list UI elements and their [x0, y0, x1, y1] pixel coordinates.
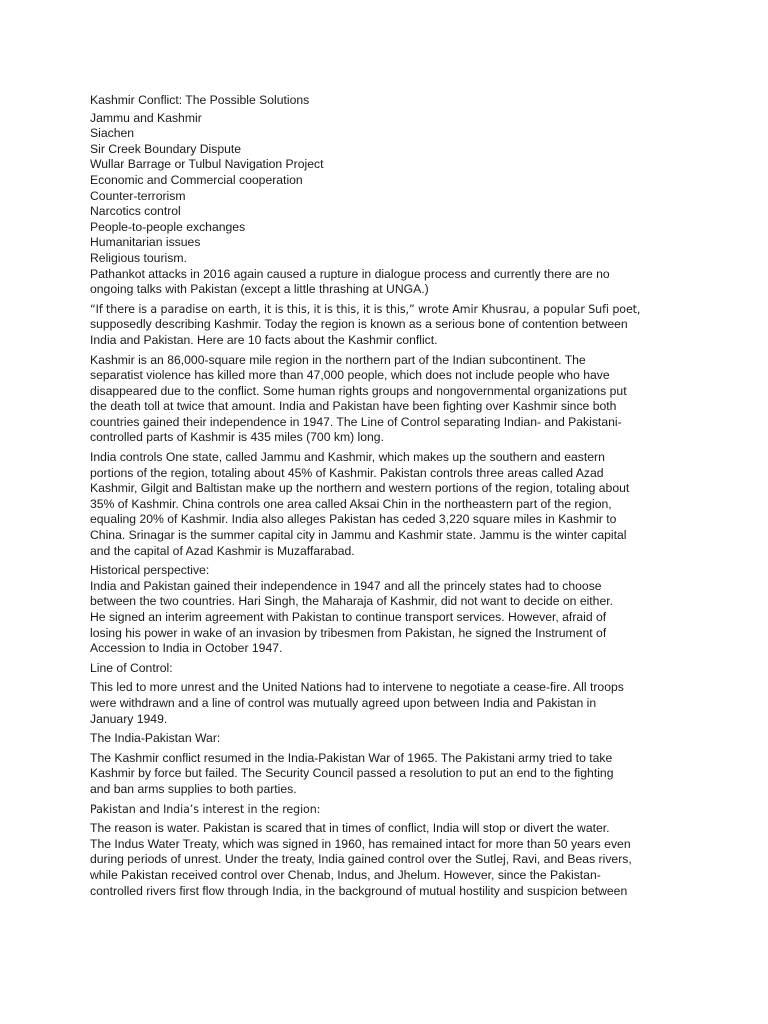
- list-item: Humanitarian issues: [90, 235, 201, 250]
- loc-paragraph: [90, 680, 690, 727]
- historical-paragraph: [90, 579, 690, 657]
- text-line: disappeared due to the conflict. Some human rights groups and nongovernmental organizations put: [90, 383, 627, 398]
- text-line: separatist violence has killed more than 47,000 people, which does not include people who have: [90, 368, 610, 383]
- text-line: ongoing talks with Pakistan (except a little thrashing at UNGA.): [90, 282, 429, 297]
- list-item: Sir Creek Boundary Dispute: [90, 141, 242, 156]
- text-line: Kashmir is an 86,000-square mile region in the northern part of the Indian subcontinent. The: [90, 352, 586, 367]
- text-line: and the capital of Azad Kashmir is Muzaffarabad.: [90, 543, 355, 558]
- facts-paragraph: [90, 353, 690, 447]
- text-line: while Pakistan received control over Chenab, Indus, and Jhelum. However, since the Pakistan-: [90, 867, 601, 882]
- list-item: Jammu and Kashmir: [90, 110, 202, 125]
- war-paragraph: [90, 751, 690, 798]
- quote-paragraph: [90, 302, 690, 349]
- list-item: Religious tourism.: [90, 250, 187, 265]
- text-line: losing his power in wake of an invasion by tribesmen from Pakistan, he signed the Instrument of: [90, 625, 607, 640]
- list-item: Economic and Commercial cooperation: [90, 172, 303, 187]
- list-item: Counter-terrorism: [90, 188, 186, 203]
- quote-line: “If there is a paradise on earth, it is this, it is this, it is this,” wrote Amir Khusrau, a popular Sufi poet,: [90, 302, 641, 316]
- list-item: Siachen: [90, 126, 135, 141]
- text-line: India and Pakistan. Here are 10 facts about the Kashmir conflict.: [90, 332, 438, 347]
- text-line: The Indus Water Treaty, which was signed in 1960, has remained intact for more than 50 years even: [90, 836, 631, 851]
- loc-heading: Line of Control:: [90, 660, 173, 675]
- text-line: China. Srinagar is the summer capital city in Jammu and Kashmir state. Jammu is the winter capital: [90, 528, 627, 543]
- text-line: between the two countries. Hari Singh, the Maharaja of Kashmir, did not want to decide on either.: [90, 594, 614, 609]
- document-body: [90, 93, 690, 899]
- text-line: The Kashmir conflict resumed in the India-Pakistan War of 1965. The Pakistani army tried to take: [90, 750, 613, 765]
- text-line: during periods of unrest. Under the treaty, India gained control over the Sutlej, Ravi, and Beas rivers,: [90, 852, 632, 867]
- text-line: were withdrawn and a line of control was mutually agreed upon between India and Pakistan in: [90, 695, 597, 710]
- text-line: This led to more unrest and the United Nations had to intervene to negotiate a cease-fire. All troops: [90, 680, 624, 695]
- text-line: controlled parts of Kashmir is 435 miles (700 km) long.: [90, 430, 384, 445]
- document-title: Kashmir Conflict: The Possible Solutions: [90, 93, 310, 107]
- list-item: Wullar Barrage or Tulbul Navigation Project: [90, 157, 324, 172]
- text-line: Kashmir, Gilgit and Baltistan make up the northern and western portions of the region, totaling about: [90, 481, 630, 496]
- historical-heading: Historical perspective:: [90, 563, 210, 578]
- text-line: He signed an interim agreement with Pakistan to continue transport services. However, afraid of: [90, 610, 607, 624]
- text-line: January 1949.: [90, 711, 168, 726]
- text-line: countries gained their independence in 1947. The Line of Control separating Indian- and Pakistani-: [90, 414, 622, 429]
- text-line: controlled rivers first flow through India, in the background of mutual hostility and suspicion between: [90, 883, 628, 898]
- list-item: Narcotics control: [90, 204, 181, 219]
- list-item: People-to-people exchanges: [90, 219, 246, 234]
- control-paragraph: [90, 450, 690, 559]
- text-line: Pathankot attacks in 2016 again caused a rupture in dialogue process and currently there are no: [90, 266, 610, 281]
- pathankot-paragraph: [90, 267, 690, 298]
- text-line: and ban arms supplies to both parties.: [90, 781, 297, 796]
- text-line: Kashmir by force but failed. The Security Council passed a resolution to put an end to the fighting: [90, 766, 614, 781]
- text-line: India controls One state, called Jammu and Kashmir, which makes up the southern and eastern: [90, 450, 605, 465]
- text-line: portions of the region, totaling about 45% of Kashmir. Pakistan controls three areas called Azad: [90, 465, 604, 480]
- text-line: 35% of Kashmir. China controls one area called Aksai Chin in the northeastern part of the region,: [90, 496, 612, 511]
- text-line: Accession to India in October 1947.: [90, 641, 283, 656]
- war-heading: The India-Pakistan War:: [90, 731, 221, 746]
- text-line: The reason is water. Pakistan is scared that in times of conflict, India will stop or divert the water.: [90, 821, 610, 836]
- interest-paragraph: [90, 821, 690, 899]
- text-line: India and Pakistan gained their independence in 1947 and all the princely states had to choose: [90, 578, 602, 593]
- issues-list: [90, 111, 690, 267]
- interest-heading: Pakistan and India’s interest in the region:: [90, 802, 321, 816]
- text-line: equaling 20% of Kashmir. India also alleges Pakistan has ceded 3,220 square miles in Kashmir to: [90, 512, 617, 527]
- text-line: the death toll at twice that amount. India and Pakistan have been fighting over Kashmir since both: [90, 399, 617, 414]
- text-line: supposedly describing Kashmir. Today the region is known as a serious bone of contention between: [90, 317, 628, 332]
